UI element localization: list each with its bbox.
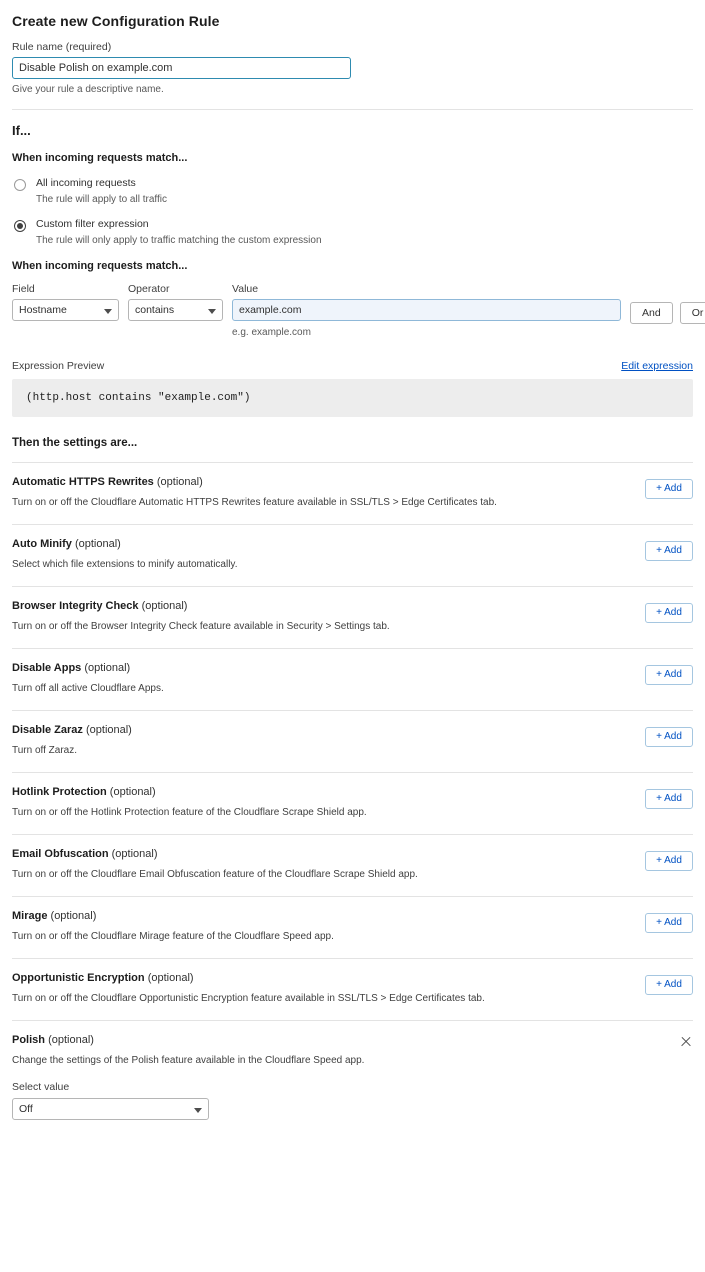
setting-desc: Change the settings of the Polish feature available in the Cloudflare Speed app.: [12, 1055, 365, 1067]
match-heading: When incoming requests match...: [12, 152, 188, 164]
value-column: [232, 283, 621, 338]
chevron-down-icon: [194, 1108, 202, 1113]
setting-name: Disable Zaraz: [12, 724, 83, 737]
setting-optional: (optional): [85, 724, 132, 737]
setting-name: Disable Apps: [12, 662, 82, 675]
setting-mirage: [12, 896, 693, 958]
setting-desc: Turn on or off the Browser Integrity Check feature available in Security > Settings tab.: [12, 621, 390, 633]
operator-label: Operator: [128, 283, 170, 296]
setting-name: Automatic HTTPS Rewrites: [12, 476, 154, 489]
setting-optional: (optional): [111, 848, 158, 861]
radio-text-group-all-requests: [36, 177, 167, 205]
radio-option-custom-filter[interactable]: [12, 218, 693, 246]
setting-desc: Turn off Zaraz.: [12, 745, 78, 757]
operator-select-value: contains: [135, 304, 175, 317]
setting-name: Polish: [12, 1034, 46, 1047]
add-button[interactable]: + Add: [645, 479, 693, 499]
chevron-down-icon: [208, 309, 216, 314]
settings-list: [12, 462, 693, 1148]
add-button[interactable]: + Add: [645, 789, 693, 809]
setting-optional: (optional): [156, 476, 203, 489]
add-button[interactable]: + Add: [645, 665, 693, 685]
setting-optional: (optional): [141, 600, 188, 613]
setting-title: [12, 848, 693, 860]
setting-desc: Turn on or off the Cloudflare Opportunistic Encryption feature available in SSL/TLS > Edge Certificates tab.: [12, 993, 485, 1005]
radio-label-custom-filter: Custom filter expression: [36, 218, 149, 231]
setting-optional: (optional): [48, 1034, 94, 1047]
setting-optional: (optional): [50, 910, 97, 923]
value-input[interactable]: [232, 299, 621, 321]
setting-name: Mirage: [12, 910, 48, 923]
setting-optional: (optional): [74, 538, 121, 551]
value-hint: e.g. example.com: [232, 327, 311, 339]
setting-title: [12, 600, 693, 612]
operator-select[interactable]: [128, 299, 223, 321]
expression-preview-header: [12, 360, 693, 372]
setting-optional: (optional): [147, 972, 194, 985]
field-label: Field: [12, 283, 35, 296]
chevron-down-icon: [104, 309, 112, 314]
page-title: Create new Configuration Rule: [12, 13, 220, 29]
add-button[interactable]: + Add: [645, 975, 693, 995]
setting-title: [12, 786, 693, 798]
setting-name: Email Obfuscation: [12, 848, 109, 861]
add-button[interactable]: + Add: [645, 541, 693, 561]
close-icon[interactable]: [679, 1035, 693, 1049]
setting-title: [12, 1034, 693, 1046]
radio-option-all-requests[interactable]: [12, 177, 693, 205]
operator-column: [128, 283, 223, 321]
expression-preview-code: (http.host contains "example.com"): [12, 379, 693, 417]
setting-desc: Turn on or off the Cloudflare Mirage feature of the Cloudflare Speed app.: [12, 931, 334, 943]
polish-value-select[interactable]: [12, 1098, 209, 1120]
setting-optional: (optional): [84, 662, 131, 675]
radio-desc-all-requests: The rule will apply to all traffic: [36, 194, 167, 206]
field-select-value: Hostname: [19, 304, 67, 317]
rule-name-label: Rule name (required): [12, 41, 112, 53]
logic-buttons: [630, 283, 705, 324]
rule-name-help: Give your rule a descriptive name.: [12, 84, 164, 95]
edit-expression-link[interactable]: Edit expression: [621, 360, 693, 373]
add-button[interactable]: + Add: [645, 851, 693, 871]
setting-name: Hotlink Protection: [12, 786, 107, 799]
expression-builder-heading: When incoming requests match...: [12, 260, 188, 273]
setting-auto-minify: [12, 524, 693, 586]
add-button[interactable]: + Add: [645, 913, 693, 933]
expression-builder-row: [12, 283, 704, 339]
expression-preview-label: Expression Preview: [12, 360, 105, 373]
setting-desc: Turn off all active Cloudflare Apps.: [12, 683, 164, 695]
divider-1: [12, 109, 693, 110]
radio-icon-all-requests[interactable]: [14, 179, 26, 191]
add-button[interactable]: + Add: [645, 603, 693, 623]
setting-title: [12, 724, 693, 736]
setting-name: Opportunistic Encryption: [12, 972, 145, 985]
radio-text-group-custom-filter: [36, 218, 322, 246]
setting-title: [12, 538, 693, 550]
setting-name: Browser Integrity Check: [12, 600, 139, 613]
setting-opportunistic-encryption: [12, 958, 693, 1020]
setting-desc: Select which file extensions to minify automatically.: [12, 559, 238, 571]
polish-value-select-value: Off: [19, 1103, 33, 1116]
rule-name-field-group: [12, 41, 693, 95]
setting-desc: Turn on or off the Hotlink Protection feature of the Cloudflare Scrape Shield app.: [12, 807, 367, 819]
setting-title: [12, 910, 693, 922]
then-section-heading: Then the settings are...: [12, 437, 138, 450]
if-section-heading: If...: [12, 123, 31, 138]
rule-name-input[interactable]: [12, 57, 351, 79]
radio-label-all-requests: All incoming requests: [36, 177, 136, 189]
field-column: [12, 283, 119, 321]
and-button[interactable]: And: [630, 302, 673, 324]
setting-title: [12, 662, 693, 674]
setting-optional: (optional): [109, 786, 156, 799]
setting-desc: Turn on or off the Cloudflare Email Obfuscation feature of the Cloudflare Scrape Shield app.: [12, 869, 418, 881]
value-label: Value: [232, 283, 259, 296]
polish-select-label: Select value: [12, 1081, 70, 1094]
add-button[interactable]: + Add: [645, 727, 693, 747]
field-select[interactable]: [12, 299, 119, 321]
setting-email-obfuscation: [12, 834, 693, 896]
setting-hotlink-protection: [12, 772, 693, 834]
setting-title: [12, 972, 693, 984]
setting-title: [12, 476, 693, 488]
radio-desc-custom-filter: The rule will only apply to traffic matching the custom expression: [36, 235, 322, 247]
or-button[interactable]: Or: [680, 302, 705, 324]
setting-desc: Turn on or off the Cloudflare Automatic HTTPS Rewrites feature available in SSL/TLS > Edge Certificates tab.: [12, 497, 497, 509]
setting-disable-apps: [12, 648, 693, 710]
setting-automatic-https-rewrites: [12, 462, 693, 524]
radio-icon-custom-filter[interactable]: [14, 220, 26, 232]
setting-polish: [12, 1020, 693, 1148]
setting-browser-integrity-check: [12, 586, 693, 648]
setting-disable-zaraz: [12, 710, 693, 772]
setting-name: Auto Minify: [12, 538, 72, 551]
